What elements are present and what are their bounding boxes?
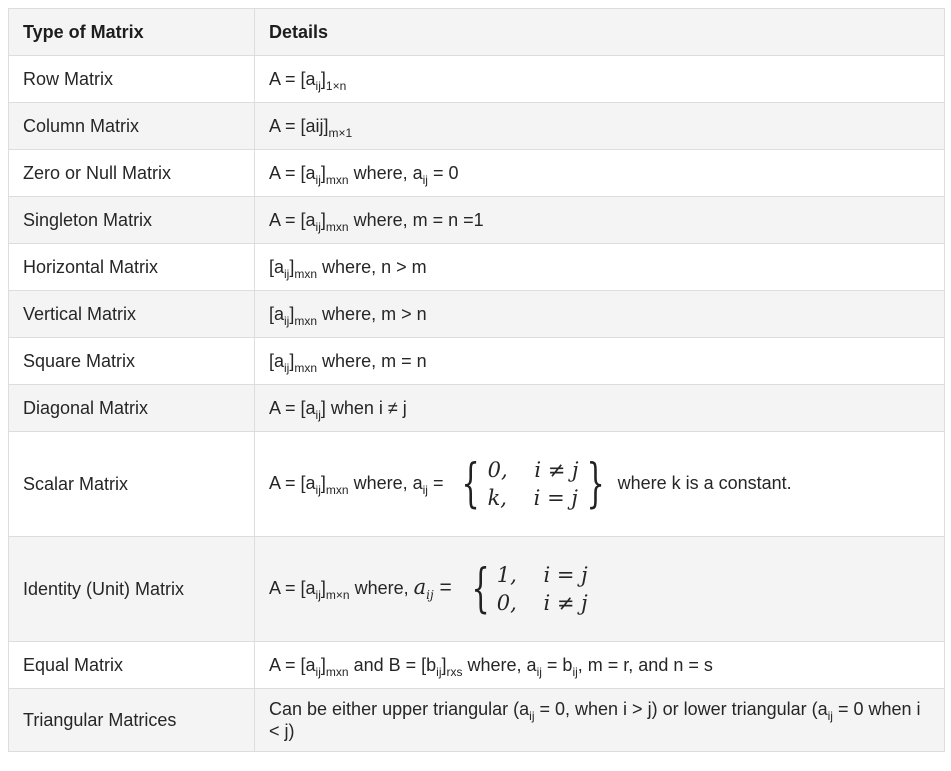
matrix-details: $[a_{ij}]_{mxn}$ where, n > m xyxy=(255,244,945,291)
identity-cases xyxy=(464,561,588,617)
case-line: 1, i = j xyxy=(496,563,588,587)
left-brace-icon: { xyxy=(471,559,490,619)
table-header-row xyxy=(9,9,945,56)
table-row xyxy=(9,338,945,385)
matrix-details: $[a_{ij}]_{mxn}$ where, m > n xyxy=(255,291,945,338)
matrix-details: $A = [a_{ij}]_{1\times n}$ xyxy=(255,56,945,103)
matrix-type: Vertical Matrix xyxy=(9,291,255,338)
table-row xyxy=(9,385,945,432)
case-line: 0, i ≠ j xyxy=(487,458,579,482)
header-details: Details xyxy=(255,9,945,56)
matrix-details: $A = [a_{ij}]_{mxn}$ and $B = [b_{ij}]_{rxs}$ where, $a_{ij} = b_{ij}$, m = r, and n = s xyxy=(255,642,945,689)
table-row xyxy=(9,197,945,244)
table-row xyxy=(9,537,945,642)
matrix-type: Diagonal Matrix xyxy=(9,385,255,432)
matrix-type: Column Matrix xyxy=(9,103,255,150)
table-row xyxy=(9,103,945,150)
matrix-type: Singleton Matrix xyxy=(9,197,255,244)
matrix-type: Triangular Matrices xyxy=(9,689,255,752)
matrix-type: Equal Matrix xyxy=(9,642,255,689)
matrix-type: Horizontal Matrix xyxy=(9,244,255,291)
case-line: 0, i ≠ j xyxy=(496,591,588,615)
header-type: Type of Matrix xyxy=(9,9,255,56)
table-row xyxy=(9,244,945,291)
matrix-type: Identity (Unit) Matrix xyxy=(9,537,255,642)
matrix-details: $A = [a_{ij}]_{mxn}$ where, $a_{ij}$ = { 0, i ≠ j k, i = j } where k is a constant. xyxy=(255,432,945,537)
table-row xyxy=(9,432,945,537)
table-row xyxy=(9,689,945,752)
table-row xyxy=(9,642,945,689)
matrix-details: $[a_{ij}]_{mxn}$ where, m = n xyxy=(255,338,945,385)
table-row xyxy=(9,56,945,103)
matrix-details: $A = [a_{ij}]_{mxn}$ where, m = n =1 xyxy=(255,197,945,244)
matrix-details: $A = [a_{ij}]_{m\times n}$ where, $a_{ij}$ = { 1, i = j 0, i ≠ j xyxy=(255,537,945,642)
matrix-type: Square Matrix xyxy=(9,338,255,385)
matrix-details: $A = [a_{ij}]_{mxn}$ where, $a_{ij} = 0$ xyxy=(255,150,945,197)
table-row xyxy=(9,291,945,338)
scalar-suffix: where k is a constant. xyxy=(617,472,792,493)
matrix-details: $A = [aij]_{m\times 1}$ xyxy=(255,103,945,150)
matrix-details: $A = [a_{ij}]$ when i ≠ j xyxy=(255,385,945,432)
table-row xyxy=(9,150,945,197)
matrix-types-table xyxy=(8,8,945,752)
matrix-type: Zero or Null Matrix xyxy=(9,150,255,197)
matrix-details: Can be either upper triangular ($a_{ij} = 0$, when i > j) or lower triangular ($a_{ij} = 0$ when i < j) xyxy=(255,689,945,752)
case-line: k, i = j xyxy=(487,486,578,510)
left-brace-icon: { xyxy=(461,454,481,514)
matrix-type: Row Matrix xyxy=(9,56,255,103)
matrix-type: Scalar Matrix xyxy=(9,432,255,537)
scalar-cases xyxy=(454,456,611,512)
right-brace-icon: } xyxy=(585,454,605,514)
